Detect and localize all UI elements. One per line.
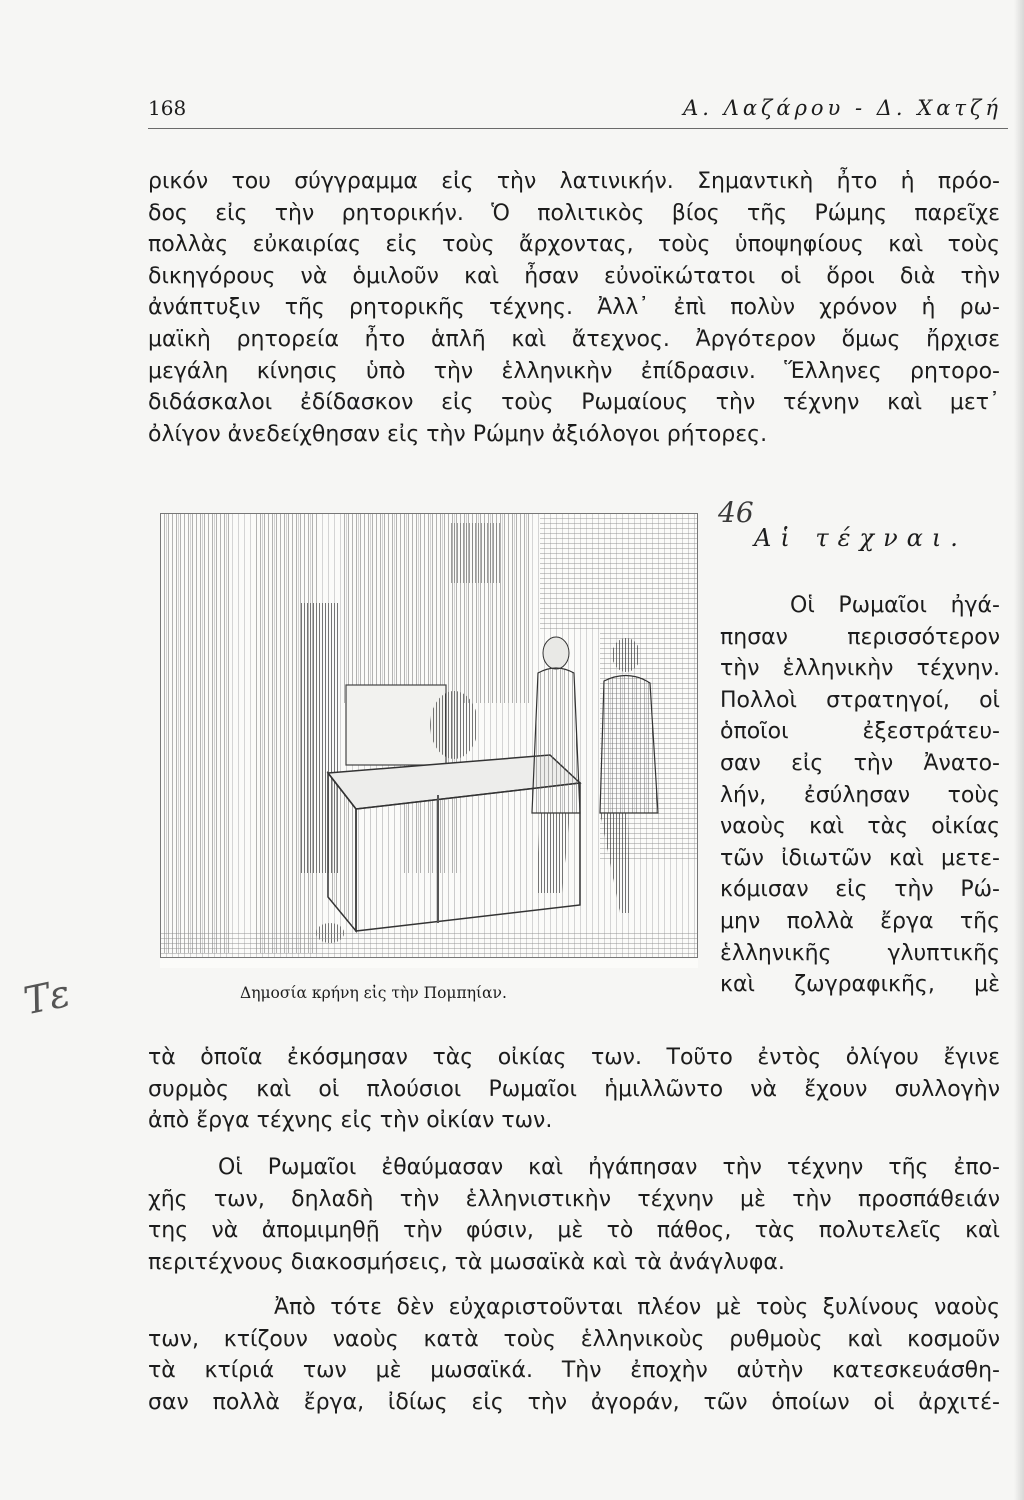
header-rule xyxy=(148,128,1008,129)
text-line: της νὰ ἀπομιμηθῇ τὴν φύσιν, μὲ τὸ πάθος, τὰς πολυτελεῖς καὶ xyxy=(148,1218,1000,1244)
text-line: ἀπὸ ἔργα τέχνης εἰς τὴν οἰκίαν των. xyxy=(148,1108,553,1134)
text-line: τὴν ἑλληνικὴν τέχνην. xyxy=(720,656,1000,682)
engraving-illustration xyxy=(160,513,698,968)
text-line: συρμὸς καὶ οἱ πλούσιοι Ρωμαῖοι ἡμιλλῶντο νὰ ἔχουν συλλογὴν xyxy=(148,1076,1000,1102)
text-line: διδάσκαλοι ἐδίδασκον εἰς τοὺς Ρωμαίους τὴν τέχνην καὶ μετ᾽ xyxy=(148,390,1000,416)
text-line: δικηγόρους νὰ ὁμιλοῦν καὶ ἦσαν εὐνοϊκώτατοι οἱ ὅροι διὰ τὴν xyxy=(148,263,1000,289)
text-line: σαν εἰς τὴν Ἀνατο- xyxy=(720,750,1000,776)
text-line: σαν πολλὰ ἔργα, ἰδίως εἰς τὴν ἀγοράν, τῶν ὁποίων οἱ ἀρχιτέ- xyxy=(148,1389,1000,1415)
paragraph-2-continuation xyxy=(148,1042,1000,1137)
text-line: Οἱ Ρωμαῖοι ἐθαύμασαν καὶ ἠγάπησαν τὴν τέχνην τῆς ἐπο- xyxy=(218,1155,1000,1180)
page-number: 168 xyxy=(148,96,187,120)
text-line: λήν, ἐσύλησαν τοὺς xyxy=(720,782,1000,808)
paragraph-4 xyxy=(148,1292,1000,1418)
text-line: ἀνάπτυξιν τῆς ρητορικῆς τέχνης. Ἀλλ᾽ ἐπὶ πολὺν χρόνον ἡ ρω- xyxy=(148,295,1000,321)
text-line: Πολλοὶ στρατηγοί, οἱ xyxy=(720,687,1000,713)
text-line: κόμισαν εἰς τὴν Ρώ- xyxy=(720,877,1000,903)
text-line: Ἀπὸ τότε δὲν εὐχαριστοῦνται πλέον μὲ τοὺς ξυλίνους ναοὺς xyxy=(274,1295,1000,1320)
text-line: πολλὰς εὐκαιρίας εἰς τοὺς ἄρχοντας, τοὺς ὑποψηφίους καὶ τοὺς xyxy=(148,232,1000,258)
text-line: καὶ ζωγραφικῆς, μὲ xyxy=(720,972,1000,998)
page-header xyxy=(148,96,1008,136)
running-head: Α. Λαζάρου - Δ. Χατζή xyxy=(683,96,1002,120)
text-line: ναοὺς καὶ τὰς οἰκίας xyxy=(720,814,1000,840)
text-line: ρικόν του σύγγραμμα εἰς τὴν λατινικήν. Σημαντικὴ ἦτο ἡ πρόο- xyxy=(148,169,1000,194)
side-column-text xyxy=(720,590,1000,1001)
text-line: των, κτίζουν ναοὺς κατὰ τοὺς ἑλληνικοὺς ρυθμοὺς καὶ κοσμοῦν xyxy=(148,1326,1000,1352)
text-line: μαϊκὴ ρητορεία ἦτο ἁπλῆ καὶ ἄτεχνος. Ἀργότερον ὅμως ἤρχισε xyxy=(148,326,1000,352)
page-edge-shadow xyxy=(1014,0,1024,1500)
text-line: μεγάλη κίνησις ὑπὸ τὴν ἑλληνικὴν ἐπίδρασιν. Ἕλληνες ρητορο- xyxy=(148,358,1000,384)
paragraph-3 xyxy=(148,1152,1000,1278)
text-line: ὁποῖοι ἐξεστράτευ- xyxy=(720,719,1000,745)
figure-fountain-pompeii xyxy=(160,513,698,968)
section-title: Αἱ τέχναι. xyxy=(754,524,967,552)
text-line: μην πολλὰ ἔργα τῆς xyxy=(720,908,1000,934)
text-line: δος εἰς τὴν ρητορικήν. Ὁ πολιτικὸς βίος τῆς Ρώμης παρεῖχε xyxy=(148,200,1000,226)
text-line: περιτέχνους διακοσμήσεις, τὰ μωσαϊκὰ καὶ τὰ ἀνάγλυφα. xyxy=(148,1249,785,1275)
text-line: ὀλίγον ἀνεδείχθησαν εἰς τὴν Ρώμην ἀξιόλογοι ρήτορες. xyxy=(148,421,768,447)
text-line: χῆς των, δηλαδὴ τὴν ἑλληνιστικὴν τέχνην μὲ τὴν προσπάθειάν xyxy=(148,1186,1000,1212)
text-line: πησαν περισσότερον xyxy=(720,624,1000,650)
section-number: 46 xyxy=(718,496,754,529)
text-line: τὰ κτίριά των μὲ μωσαϊκά. Τὴν ἐποχὴν αὐτὴν κατεσκευάσθη- xyxy=(148,1358,1000,1384)
text-line: τῶν ἰδιωτῶν καὶ μετε- xyxy=(720,845,1000,871)
handwritten-margin-note: Τε xyxy=(19,970,74,1024)
text-line: ἑλληνικῆς γλυπτικῆς xyxy=(720,940,1000,966)
figure-caption: Δημοσία κρήνη εἰς τὴν Πομπηίαν. xyxy=(240,984,507,1002)
text-line: τὰ ὁποῖα ἐκόσμησαν τὰς οἰκίας των. Τοῦτο ἐντὸς ὀλίγου ἔγινε xyxy=(148,1045,1000,1070)
paragraph-1 xyxy=(148,166,1000,450)
text-line: Οἱ Ρωμαῖοι ἠγά- xyxy=(790,593,1000,618)
